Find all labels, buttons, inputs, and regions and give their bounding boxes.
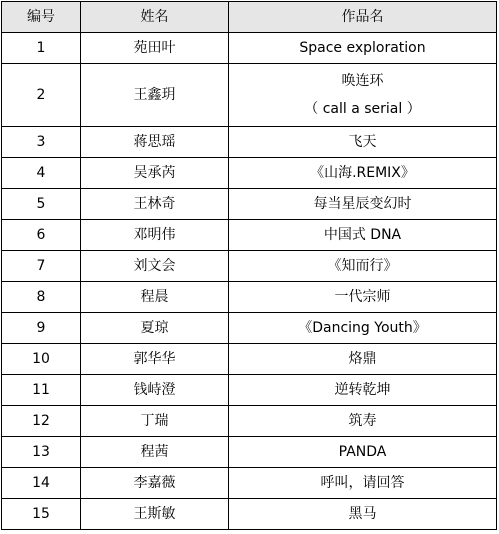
cell-work	[229, 127, 497, 158]
cell-work	[229, 499, 497, 530]
work-title-line: Space exploration	[299, 40, 426, 56]
table-row	[2, 406, 497, 437]
cell-work	[229, 64, 497, 127]
cell-name: 蒋思瑶	[81, 127, 229, 158]
work-title-line: 每当星辰变幻时	[313, 196, 412, 212]
cell-work	[229, 313, 497, 344]
cell-work	[229, 344, 497, 375]
work-title-line: 呼叫，请回答	[320, 475, 405, 491]
cell-number: 1	[2, 33, 81, 64]
cell-number: 11	[2, 375, 81, 406]
cell-name: 王斯敏	[81, 499, 229, 530]
header-number: 编号	[2, 2, 81, 33]
work-title-line: PANDA	[338, 444, 387, 460]
cell-number: 3	[2, 127, 81, 158]
table-row	[2, 64, 497, 127]
work-title-line: 《山海.REMIX》	[310, 165, 415, 181]
work-title-line: 中国式 DNA	[323, 227, 402, 243]
cell-work	[229, 375, 497, 406]
work-title-line: 《知而行》	[327, 258, 398, 274]
cell-name: 钱峙澄	[81, 375, 229, 406]
work-title-line: 一代宗师	[334, 289, 391, 305]
table-row	[2, 282, 497, 313]
work-title-line: 烙鼎	[348, 351, 377, 367]
cell-name: 夏琼	[81, 313, 229, 344]
cell-work	[229, 189, 497, 220]
cell-number: 10	[2, 344, 81, 375]
cell-name: 程晨	[81, 282, 229, 313]
cell-name: 刘文会	[81, 251, 229, 282]
cell-work	[229, 406, 497, 437]
table-row	[2, 251, 497, 282]
cell-work	[229, 33, 497, 64]
cell-number: 13	[2, 437, 81, 468]
cell-name: 苑田叶	[81, 33, 229, 64]
table-row	[2, 220, 497, 251]
cell-number: 9	[2, 313, 81, 344]
cell-work	[229, 220, 497, 251]
work-title-line: 飞天	[348, 134, 377, 150]
cell-work	[229, 468, 497, 499]
table-row	[2, 344, 497, 375]
table-row	[2, 499, 497, 530]
table-row	[2, 127, 497, 158]
table-row	[2, 375, 497, 406]
cell-name: 吴承芮	[81, 158, 229, 189]
table-row	[2, 189, 497, 220]
table-row	[2, 33, 497, 64]
cell-name: 邓明伟	[81, 220, 229, 251]
cell-number: 7	[2, 251, 81, 282]
cell-number: 4	[2, 158, 81, 189]
work-title-line: 逆转乾坤	[334, 382, 391, 398]
work-title-line: 唤连环	[341, 73, 384, 89]
work-title-line: 黑马	[348, 506, 377, 522]
work-title-line: 筑寿	[348, 413, 377, 429]
work-title-line: 《Dancing Youth》	[298, 320, 427, 336]
cell-name: 程茜	[81, 437, 229, 468]
cell-work	[229, 437, 497, 468]
cell-name: 郭华华	[81, 344, 229, 375]
works-table	[1, 1, 497, 530]
header-work: 作品名	[229, 2, 497, 33]
table-row	[2, 313, 497, 344]
cell-number: 8	[2, 282, 81, 313]
cell-name: 丁瑞	[81, 406, 229, 437]
cell-number: 6	[2, 220, 81, 251]
cell-number: 2	[2, 64, 81, 127]
cell-name: 李嘉薇	[81, 468, 229, 499]
cell-work	[229, 251, 497, 282]
cell-number: 5	[2, 189, 81, 220]
header-row	[2, 2, 497, 33]
cell-number: 15	[2, 499, 81, 530]
table-body	[2, 33, 497, 530]
cell-number: 12	[2, 406, 81, 437]
table-row	[2, 437, 497, 468]
cell-name: 王林奇	[81, 189, 229, 220]
cell-number: 14	[2, 468, 81, 499]
header-name: 姓名	[81, 2, 229, 33]
cell-work	[229, 158, 497, 189]
work-title-line: （ call a serial ）	[304, 101, 421, 117]
table-row	[2, 468, 497, 499]
cell-name: 王鑫玥	[81, 64, 229, 127]
cell-work	[229, 282, 497, 313]
table-row	[2, 158, 497, 189]
